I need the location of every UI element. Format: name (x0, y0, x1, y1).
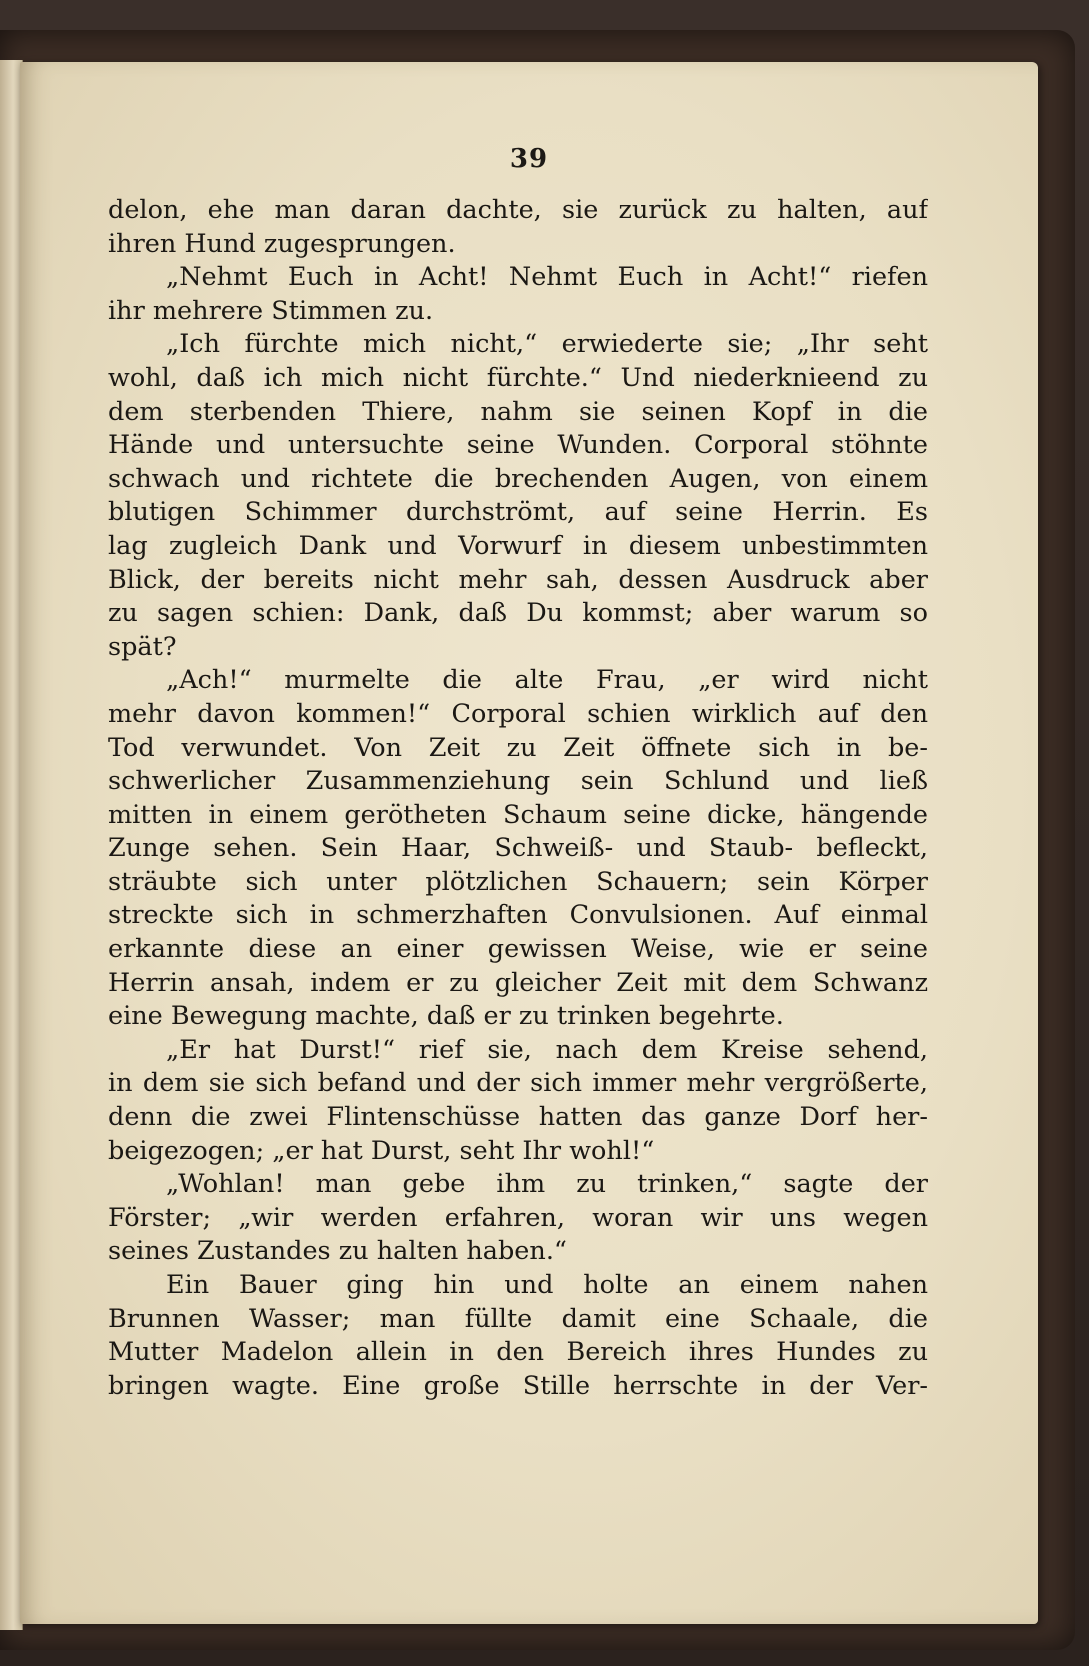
text-line: sträubte sich unter plötzlichen Schauern; sein Körper (108, 866, 928, 897)
text-line: „Wohlan! man gebe ihm zu trinken,“ sagte der (166, 1169, 928, 1200)
book-page (20, 62, 1038, 1624)
text-line: „Ach!“ murmelte die alte Frau, „er wird nicht (166, 665, 928, 696)
text-line: Zunge sehen. Sein Haar, Schweiß- und Staub- befleckt, (108, 833, 928, 864)
text-line: ihren Hund zugesprungen. (108, 228, 456, 259)
text-line: seines Zustandes zu halten haben.“ (108, 1236, 567, 1267)
text-line: schwerlicher Zusammenziehung sein Schlund und ließ (108, 766, 928, 797)
text-line: schwach und richtete die brechenden Augen, von einem (108, 463, 928, 494)
text-line: „Er hat Durst!“ rief sie, nach dem Kreise sehend, (166, 1034, 928, 1065)
text-line: lag zugleich Dank und Vorwurf in diesem unbestimmten (108, 530, 928, 561)
text-line: spät? (108, 631, 177, 662)
text-line: eine Bewegung machte, daß er zu trinken begehrte. (108, 1001, 784, 1032)
text-line: Tod verwundet. Von Zeit zu Zeit öffnete sich in be- (108, 732, 928, 763)
text-line: Blick, der bereits nicht mehr sah, dessen Ausdruck aber (108, 564, 928, 595)
text-line: mehr davon kommen!“ Corporal schien wirklich auf den (108, 698, 928, 729)
text-line: zu sagen schien: Dank, daß Du kommst; aber warum so (108, 598, 928, 629)
text-line: „Nehmt Euch in Acht! Nehmt Euch in Acht!“ riefen (166, 262, 928, 293)
page-number: 39 (509, 144, 549, 174)
text-line: delon, ehe man daran dachte, sie zurück zu halten, auf (108, 195, 928, 225)
text-line: Förster; „wir werden erfahren, woran wir uns wegen (108, 1202, 928, 1233)
text-line: ihr mehrere Stimmen zu. (108, 295, 434, 326)
text-line: Brunnen Wasser; man füllte damit eine Schaale, die (108, 1303, 928, 1334)
text-line: denn die zwei Flintenschüsse hatten das ganze Dorf her- (108, 1102, 928, 1133)
text-line: „Ich fürchte mich nicht,“ erwiederte sie; „Ihr seht (166, 329, 928, 360)
text-line: Mutter Madelon allein in den Bereich ihres Hundes zu (108, 1337, 928, 1368)
text-line: in dem sie sich befand und der sich immer mehr vergrößerte, (108, 1068, 928, 1099)
text-line: beigezogen; „er hat Durst, seht Ihr wohl!“ (108, 1135, 655, 1166)
text-line: dem sterbenden Thiere, nahm sie seinen Kopf in die (108, 396, 928, 427)
text-line: bringen wagte. Eine große Stille herrschte in der Ver- (108, 1370, 928, 1401)
text-line: wohl, daß ich mich nicht fürchte.“ Und niederknieend zu (108, 362, 928, 393)
text-line: blutigen Schimmer durchströmt, auf seine Herrin. Es (108, 497, 928, 528)
text-line: Hände und untersuchte seine Wunden. Corporal stöhnte (108, 430, 928, 461)
text-line: erkannte diese an einer gewissen Weise, wie er seine (108, 934, 928, 965)
text-line: Ein Bauer ging hin und holte an einem nahen (166, 1270, 928, 1300)
text-line: mitten in einem gerötheten Schaum seine dicke, hängende (108, 799, 928, 830)
text-line: Herrin ansah, indem er zu gleicher Zeit mit dem Schwanz (108, 967, 928, 998)
page-text (108, 194, 928, 1403)
text-line: streckte sich in schmerzhaften Convulsionen. Auf einmal (108, 900, 928, 931)
